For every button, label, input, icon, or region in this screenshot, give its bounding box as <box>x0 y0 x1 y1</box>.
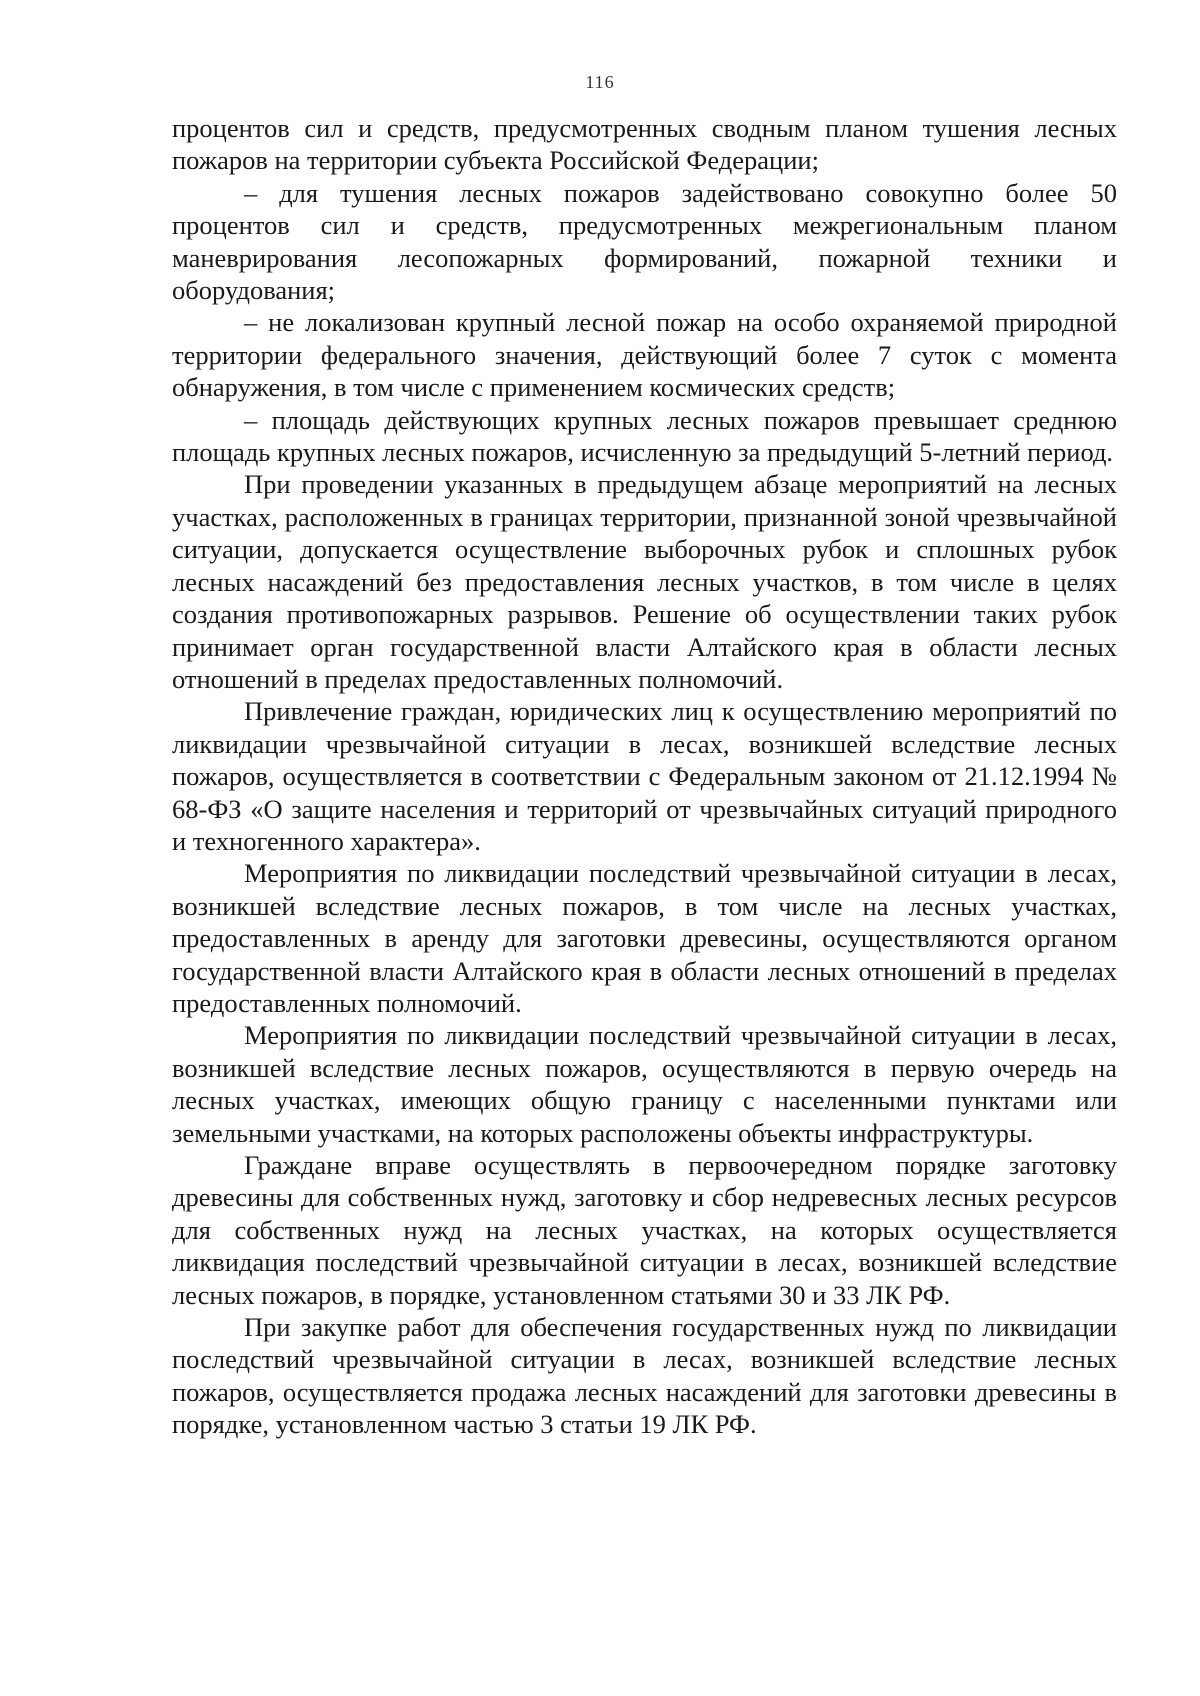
paragraph-priority-areas: Мероприятия по ликвидации последствий чрезвычайной ситуации в лесах, возникшей вследствие лесных пожаров, осуществляются в первую очередь на лесных участках, имеющих общую границу с населенными пунктами или земельными участками, на которых расположены объекты инфраструктуры. <box>172 1020 1117 1148</box>
document-body <box>172 112 1117 1441</box>
list-item-fire-area-exceeds: – площадь действующих крупных лесных пожаров превышает среднюю площадь крупных лесных пожаров, исчисленную за предыдущий 5-летний период. <box>172 404 1117 468</box>
paragraph-citizens-involvement: Привлечение граждан, юридических лиц к осуществлению мероприятий по ликвидации чрезвычайной ситуации в лесах, возникшей вследствие лесных пожаров, осуществляется в соответствии с Федеральным законом от 21.12.1994 № 68-ФЗ «О защите населения и территорий от чрезвычайных ситуаций природного и техногенного характера». <box>172 696 1117 856</box>
list-item-fire-not-localized: – не локализован крупный лесной пожар на особо охраняемой природной территории федерального значения, действующий более 7 суток с момента обнаружения, в том числе с применением космических средств; <box>172 307 1117 403</box>
paragraph-continuation: процентов сил и средств, предусмотренных сводным планом тушения лесных пожаров на территории субъекта Российской Федерации; <box>172 113 1117 176</box>
paragraph-aftermath-measures: Мероприятия по ликвидации последствий чрезвычайной ситуации в лесах, возникшей вследствие лесных пожаров, в том числе на лесных участках, предоставленных в аренду для заготовки древесины, осуществляются органом государственной власти Алтайского края в области лесных отношений в пределах предоставленных полномочий. <box>172 858 1117 1018</box>
list-item-forces-over-50-percent: – для тушения лесных пожаров задействовано совокупно более 50 процентов сил и средств, предусмотренных межрегиональным планом маневрирования лесопожарных формирований, пожарной техники и оборудования; <box>172 177 1117 306</box>
paragraph-citizens-rights: Граждане вправе осуществлять в первоочередном порядке заготовку древесины для собственных нужд, заготовку и сбор недревесных лесных ресурсов для собственных нужд на лесных участках, на которых осуществляется ликвидация последствий чрезвычайной ситуации в лесах, возникшей вследствие лесных пожаров, в порядке, установленном статьями 30 и 33 ЛК РФ. <box>172 1150 1117 1310</box>
page-number: 116 <box>585 72 615 92</box>
paragraph-procurement: При закупке работ для обеспечения государственных нужд по ликвидации последствий чрезвычайной ситуации в лесах, возникшей вследствие лесных пожаров, осуществляется продажа лесных насаждений для заготовки древесины в порядке, установленном частью 3 статьи 19 ЛК РФ. <box>172 1312 1117 1440</box>
paragraph-logging-in-emergency-zone: При проведении указанных в предыдущем абзаце мероприятий на лесных участках, расположенных в границах территории, признанной зоной чрезвычайной ситуации, допускается осуществление выборочных рубок и сплошных рубок лесных насаждений без предоставления лесных участков, в том числе в целях создания противопожарных разрывов. Решение об осуществлении таких рубок принимает орган государственной власти Алтайского края в области лесных отношений в пределах предоставленных полномочий. <box>172 469 1117 694</box>
